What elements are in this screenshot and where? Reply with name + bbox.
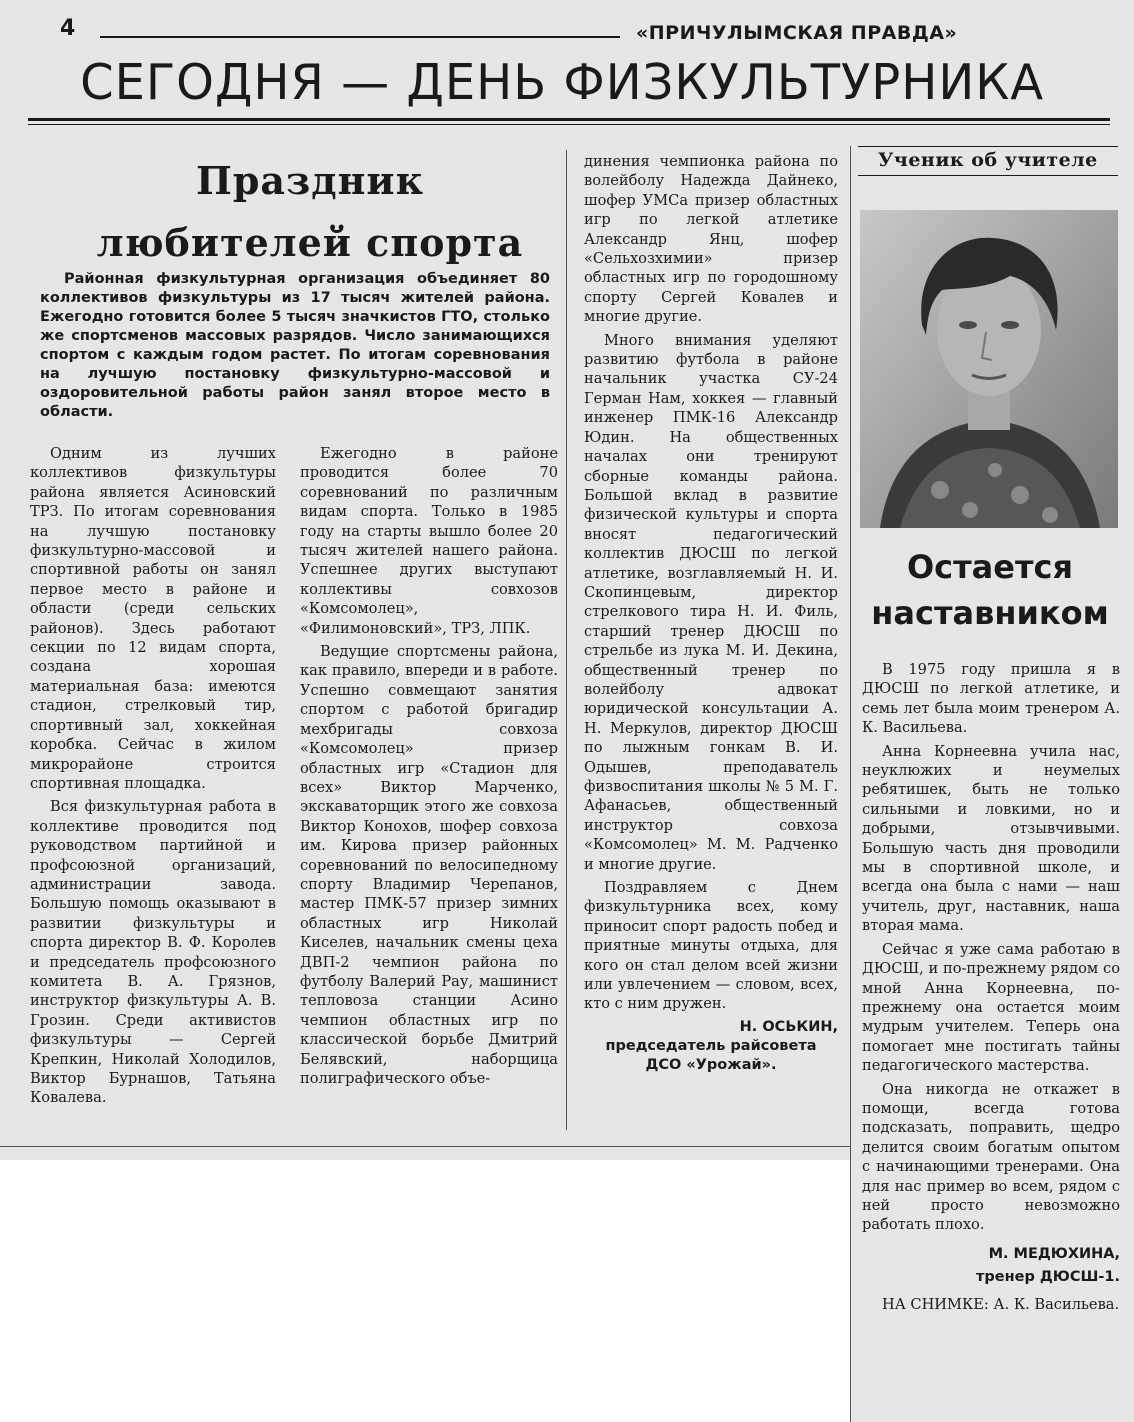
article-column-1 — [30, 444, 276, 1112]
article-title-line: Остается — [906, 548, 1074, 586]
bottom-rule — [0, 1146, 850, 1147]
photo-caption: НА СНИМКЕ: А. К. Васильева. — [882, 1295, 1120, 1313]
article-title-line: наставником — [871, 594, 1109, 632]
paragraph: Одним из лучших коллективов физкультуры района является Асиновский ТРЗ. По итогам соревнования на лучшую постановку физкультурно-массовой и спортивной работы он занял первое место в районе и области (среди сельских районов). Здесь работают секции по 12 видам спорта, создана хорошая материальная база: имеются стадион, стрелковый тир, спортивный зал, хоккейная коробка. Сейчас в жилом микрорайоне строится спортивная площадка. — [30, 445, 276, 792]
paragraph: Ежегодно в районе проводится более 70 соревнований по различным видам спорта. Только в 1985 году на старты вышло более 20 тысяч жителей нашего района. Успешнее других выступают коллективы совхозов «Комсомолец», «Филимоновский», ТРЗ, ЛПК. — [300, 445, 558, 637]
author-role: тренер ДЮСШ-1. — [975, 1268, 1120, 1285]
author-role: председатель райсовета — [605, 1037, 817, 1054]
article-title-line: Праздник — [195, 158, 425, 203]
paragraph: Вся физкультурная работа в коллективе проводится под руководством партийной и профсоюзной организаций, администрации завода. Большую помощь оказывают в развитии физкультуры и спорта директор В. Ф. Королев и председатель профсоюзного комитета В. А. Грязнов, инструктор физкультуры А. В. Грозин. Среди активистов физкультуры — Сергей Крепкин, Николай Холодилов, Виктор Бурнашов, Татьяна Ковалева. — [30, 798, 276, 1107]
paragraph: Анна Корнеевна учила нас, неуклюжих и неумелых ребятишек, быть не только сильными и ловкими, но и добрыми, отзывчивыми. Большую часть дня проводили мы в спортивной школе, и всегда она была с нами — наш учитель, друг, наставник, наша вторая мама. — [862, 742, 1120, 935]
paragraph: Сейчас я уже сама работаю в ДЮСШ, и по-прежнему рядом со мной Анна Корнеевна, по-прежнему она остается моим мудрым учителем. Теперь она помогает мне постигать тайны педагогического мастерства. — [862, 940, 1120, 1075]
page-number: 4 — [60, 16, 76, 41]
article-title — [862, 544, 1118, 636]
column-divider — [566, 150, 567, 1130]
paragraph: динения чемпионка района по волейболу Надежда Дайнеко, шофер УМСа призер областных игр по легкой атлетике Александр Янц, шофер «Сельхозхимии» призер областных игр по городошному спорту Сергей Ковалев и многие другие. — [584, 153, 838, 326]
paragraph: В 1975 году пришла я в ДЮСШ по легкой атлетике, и семь лет была моим тренером А. К. Васильева. — [862, 661, 1120, 737]
headline-rule-thin — [28, 124, 1110, 125]
page-headline: СЕГОДНЯ — ДЕНЬ ФИЗКУЛЬТУРНИКА — [80, 54, 1045, 111]
newspaper-name: «ПРИЧУЛЫМСКАЯ ПРАВДА» — [636, 22, 958, 44]
portrait-photo-image — [860, 210, 1118, 528]
paragraph: Много внимания уделяют развитию футбола в районе начальник участка СУ-24 Герман Нам, хоккея — главный инженер ПМК-16 Александр Юдин. На общественных началах они тренируют сборные команды района. Большой вклад в развитие физической культуры и спорта вносят педагогический коллектив ДЮСШ по легкой атлетике, возглавляемый Н. И. Скопинцевым, директор стрелкового тира Н. И. Филь, старший тренер ДЮСШ по стрельбе из лука М. И. Декина, общественный тренер по волейболу адвокат юридической консультации А. Н. Меркулов, директор ДЮСШ по лыжным гонкам В. И. Одышев, преподаватель физвоспитания школы № 5 М. Г. Афанасьев, общественный инструктор совхоза «Комсомолец» М. М. Радченко и многие другие. — [584, 331, 838, 873]
column-divider — [850, 146, 851, 1422]
article-title — [40, 150, 580, 274]
portrait-photo — [860, 210, 1118, 528]
author-signature: М. МЕДЮХИНА, — [988, 1245, 1120, 1262]
author-signature: Н. ОСЬКИН, — [739, 1018, 838, 1035]
section-rubric: Ученик об учителе — [858, 146, 1118, 176]
header-rule — [100, 36, 620, 38]
author-role: ДСО «Урожай». — [645, 1056, 777, 1073]
article-column-3 — [584, 152, 838, 1075]
headline-rule-thick — [28, 118, 1110, 121]
paragraph: Она никогда не откажет в помощи, всегда готова подсказать, поправить, щедро делится своим богатым опытом с начинающими тренерами. Она для нас пример во всем, рядом с ней просто невозможно работать плохо. — [862, 1080, 1120, 1234]
article-column-4 — [862, 660, 1120, 1318]
article-column-2 — [300, 444, 558, 1092]
paragraph: Поздравляем с Днем физкультурника всех, кому приносит спорт радость побед и приятные минуты отдыха, для кого он стал делом всей жизни или увлечением — словом, всех, кто с ним дружен. — [584, 879, 838, 1013]
article-title-line: любителей спорта — [96, 220, 524, 265]
paragraph: Ведущие спортсмены района, как правило, впереди и в работе. Успешно совмещают занятия спортом с работой бригадир мехбригады совхоза «Комсомолец» призер областных игр «Стадион для всех» Виктор Марченко, экскаваторщик этого же совхоза Виктор Конохов, шофер совхоза им. Кирова призер районных соревнований по велосипедному спорту Владимир Черепанов, мастер ПМК-57 призер зимних областных игр Николай Киселев, начальник смены цеха ДВП-2 чемпион района по футболу Валерий Рау, машинист тепловоза станции Асино чемпион областных игр по классической борьбе Дмитрий Белявский, наборщица полиграфического объе- — [300, 643, 558, 1087]
article-lead: Районная физкультурная организация объединяет 80 коллективов физкультуры из 17 тысяч жителей района. Ежегодно готовится более 5 тысяч значкистов ГТО, столько же спортсменов массовых разрядов. Число занимающихся спортом с каждым годом растет. По итогам соревнования на лучшую постановку физкультурно-массовой и оздоровительной работы район занял второе место в области. — [40, 271, 550, 420]
